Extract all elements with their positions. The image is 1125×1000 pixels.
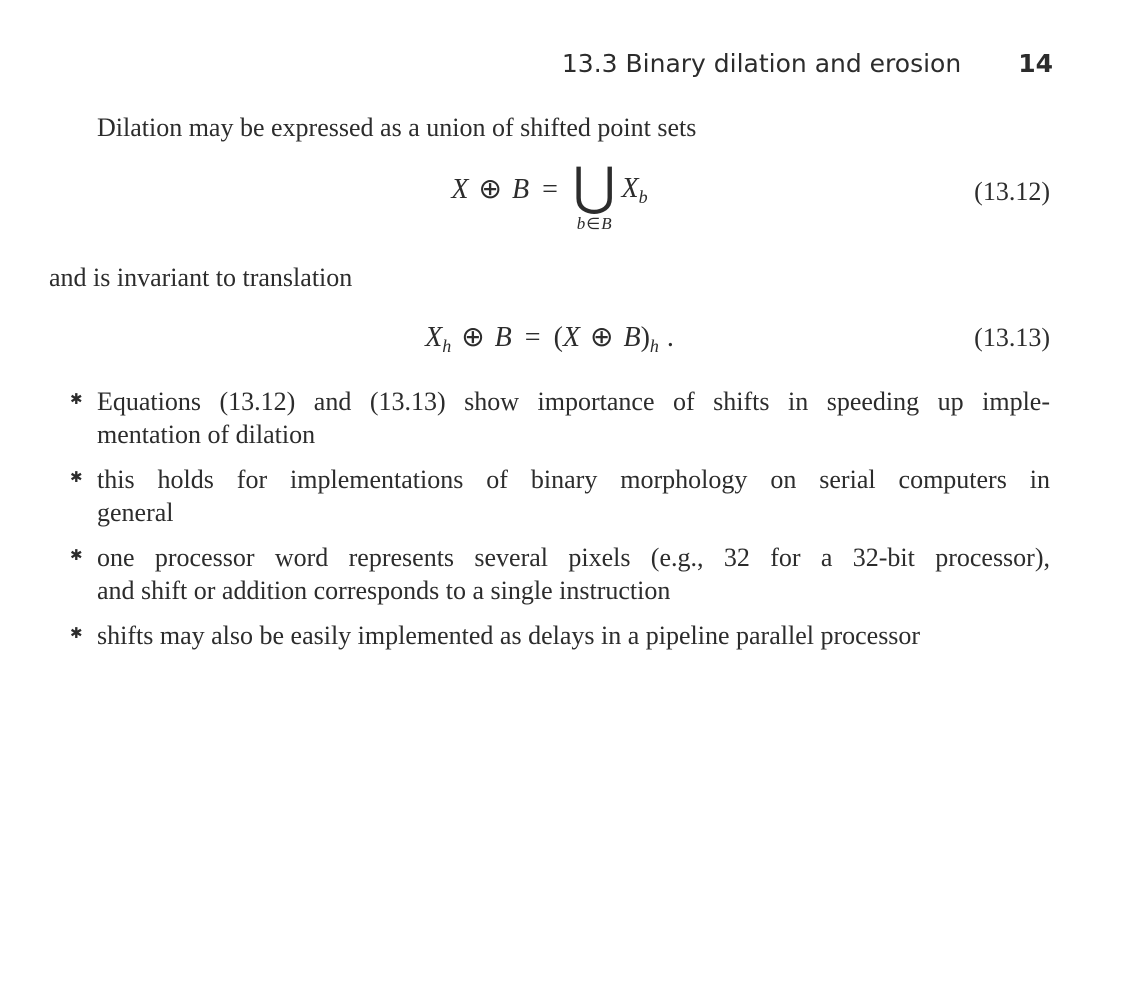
subscript-h: h [442, 336, 452, 356]
bullet-line: mentation of dilation [97, 420, 316, 449]
oplus-operator: ⊕ [461, 320, 485, 353]
var-B: B [601, 214, 612, 233]
intro-paragraph: Dilation may be expressed as a union of shifted point sets [97, 113, 697, 142]
page-number: 14 [1018, 49, 1053, 78]
bullet-line: general [97, 498, 174, 527]
list-item [49, 541, 1050, 607]
equation-number: (13.12) [974, 177, 1050, 206]
union-operator [572, 157, 616, 234]
page-header [562, 49, 1053, 78]
bullet-line: one processor word represents several pixels (e.g., 32 for a 32-bit processor), [97, 543, 1050, 572]
close-paren: ) [640, 322, 650, 353]
var-X: X [425, 322, 443, 353]
oplus-operator: ⊕ [590, 320, 614, 353]
bullet-list [49, 385, 1050, 664]
subscript-h: h [649, 336, 659, 356]
bullet-icon: ✱ [70, 624, 83, 642]
list-item [49, 619, 1050, 652]
element-of-symbol: ∈ [586, 214, 601, 233]
period: . [666, 322, 674, 353]
equation-13-12 [49, 158, 1050, 234]
equation-13-13-body [49, 320, 1050, 355]
var-B: B [494, 322, 512, 353]
var-X: X [621, 173, 639, 204]
open-paren: ( [553, 322, 563, 353]
var-X: X [562, 322, 580, 353]
equation-lhs [451, 172, 570, 205]
equation-number: (13.13) [974, 323, 1050, 352]
var-X: X [451, 174, 469, 205]
equation-rhs [621, 173, 648, 207]
bullet-line: Equations (13.12) and (13.13) show importance of shifts in speeding up imple- [97, 387, 1050, 416]
union-symbol: ⋃ [572, 157, 616, 217]
bullet-line: shifts may also be easily implemented as delays in a pipeline parallel processor [97, 621, 921, 650]
oplus-operator: ⊕ [478, 172, 502, 205]
equals-sign: = [542, 174, 558, 205]
translation-paragraph: and is invariant to translation [49, 263, 353, 292]
equation-13-12-body [49, 158, 1050, 234]
var-B: B [511, 174, 530, 205]
bullet-icon: ✱ [70, 390, 83, 408]
equals-sign: = [524, 322, 541, 353]
union-subscript [577, 214, 612, 234]
subscript-b: b [638, 187, 648, 207]
bullet-line: and shift or addition corresponds to a single instruction [97, 576, 671, 605]
bullet-icon: ✱ [70, 546, 83, 564]
bullet-line: this holds for implementations of binary morphology on serial computers in [97, 465, 1050, 494]
var-b: b [576, 214, 586, 233]
bullet-icon: ✱ [70, 468, 83, 486]
list-item [49, 385, 1050, 451]
equation-13-13 [49, 320, 1050, 355]
list-item [49, 463, 1050, 529]
var-B: B [623, 322, 641, 353]
section-title: 13.3 Binary dilation and erosion [561, 49, 962, 78]
